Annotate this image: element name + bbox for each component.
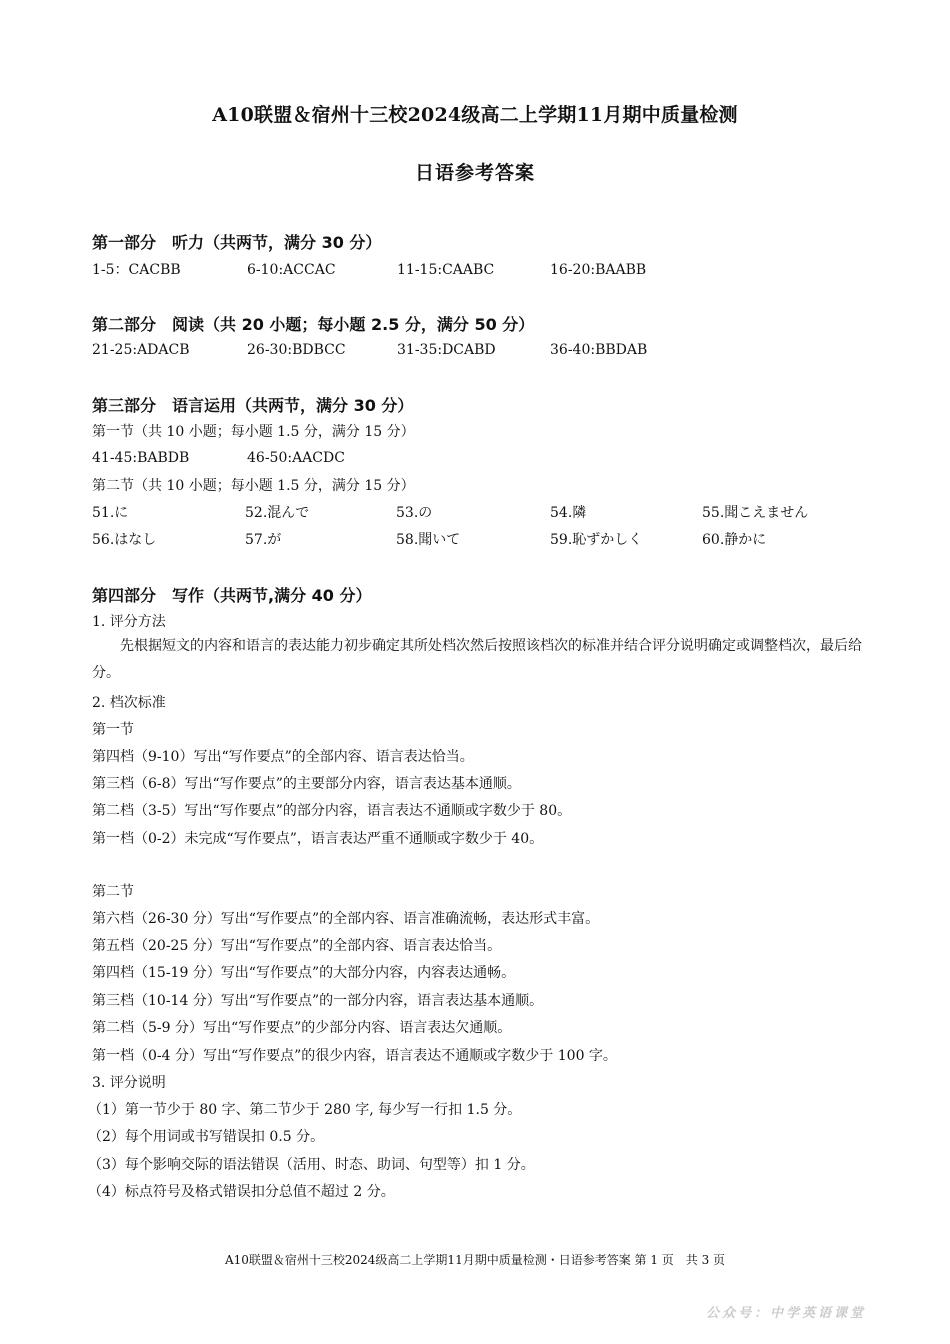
answer-group: 16-20:BAABB (550, 262, 647, 278)
scoring-note: （1）第一节少于 80 字、第二节少于 280 字, 每少写一行扣 1.5 分。 (88, 1102, 522, 1118)
part1-heading: 第一部分 听力（共两节，满分 30 分） (92, 233, 382, 252)
grade-line: 第五档（20-25 分）写出“写作要点”的全部内容、语言表达恰当。 (92, 938, 502, 954)
page-footer: A10联盟＆宿州十三校2024级高二上学期11月期中质量检测・日语参考答案 第 1 页 共 3 页 (224, 1253, 726, 1267)
grade-line: 第一档（0-4 分）写出“写作要点”的很少内容，语言表达不通顺或字数少于 100 字。 (92, 1048, 617, 1064)
scoring-method-title: 1. 评分方法 (92, 614, 166, 630)
grade-line: 第三档（10-14 分）写出“写作要点”的一部分内容，语言表达基本通顺。 (92, 993, 544, 1009)
grade-line: 第三档（6-8）写出“写作要点”的主要部分内容，语言表达基本通顺。 (92, 776, 521, 792)
part3-heading: 第三部分 语言运用（共两节，满分 30 分） (92, 396, 414, 415)
grade-line: 第四档（9-10）写出“写作要点”的全部内容、语言表达恰当。 (92, 749, 474, 765)
answer-item: 58.聞いて (396, 532, 461, 548)
answer-item: 56.はなし (92, 532, 157, 548)
part3-section2-row2 (92, 529, 766, 549)
grade-line: 第六档（26-30 分）写出“写作要点”的全部内容、语言准确流畅，表达形式丰富。 (92, 911, 600, 927)
answer-group: 6-10:ACCAC (247, 262, 336, 278)
grade-line: 第一档（0-2）未完成“写作要点”，语言表达严重不通顺或字数少于 40。 (92, 831, 544, 847)
scoring-note: （2）每个用词或书写错误扣 0.5 分。 (88, 1129, 325, 1145)
scoring-method-text: 先根据短文的内容和语言的表达能力初步确定其所处档次然后按照该档次的标准并结合评分说明确定或调整档次，最后给分。 (92, 638, 862, 681)
part3-section2-heading: 第二节（共 10 小题；每小题 1.5 分，满分 15 分） (92, 478, 415, 494)
answer-group: 26-30:BDBCC (247, 342, 346, 358)
section2-label: 第二节 (92, 884, 134, 900)
answer-item: 52.混んで (245, 505, 310, 521)
scoring-notes-title: 3. 评分说明 (92, 1075, 166, 1091)
answer-group: 36-40:BBDAB (550, 342, 648, 358)
answer-item: 53.の (396, 505, 433, 521)
section1-label: 第一节 (92, 722, 134, 738)
scoring-note: （3）每个影响交际的语法错误（活用、时态、助词、句型等）扣 1 分。 (88, 1157, 535, 1173)
answer-item: 57.が (245, 532, 282, 548)
grade-line: 第二档（5-9 分）写出“写作要点”的少部分内容、语言表达欠通顺。 (92, 1020, 512, 1036)
part2-answers (92, 342, 647, 358)
grade-line: 第四档（15-19 分）写出“写作要点”的大部分内容，内容表达通畅。 (92, 965, 516, 981)
part2-heading: 第二部分 阅读（共 20 小题；每小题 2.5 分，满分 50 分） (92, 315, 535, 334)
part3-section1-heading: 第一节（共 10 小题；每小题 1.5 分，满分 15 分） (92, 424, 415, 440)
part1-answers (92, 259, 646, 279)
document-subtitle: 日语参考答案 (414, 162, 535, 184)
grade-standard-title: 2. 档次标准 (92, 695, 166, 711)
answer-item: 55.聞こえません (702, 505, 809, 521)
document-title: A10联盟＆宿州十三校2024级高二上学期11月期中质量检测 (212, 104, 738, 126)
answer-group: 46-50:AACDC (247, 450, 345, 466)
answer-item: 60.静かに (702, 532, 767, 548)
part3-section1-answers (92, 450, 345, 466)
part4-heading: 第四部分 写作（共两节,满分 40 分） (92, 586, 372, 605)
answer-group: 31-35:DCABD (397, 342, 496, 358)
grade-line: 第二档（3-5）写出“写作要点”的部分内容，语言表达不通顺或字数少于 80。 (92, 803, 572, 819)
part3-section2-row1 (92, 502, 808, 522)
scoring-note: （4）标点符号及格式错误扣分总值不超过 2 分。 (88, 1184, 395, 1200)
answer-item: 54.隣 (550, 505, 587, 521)
answer-group: 41-45:BABDB (92, 450, 190, 466)
answer-item: 51.に (92, 505, 129, 521)
answer-group: 11-15:CAABC (397, 262, 495, 278)
answer-group: 21-25:ADACB (92, 342, 190, 358)
answer-group: 1-5：CACBB (92, 262, 181, 278)
watermark: 公众号：中学英语课堂 (706, 1306, 867, 1321)
answer-item: 59.恥ずかしく (550, 532, 643, 548)
